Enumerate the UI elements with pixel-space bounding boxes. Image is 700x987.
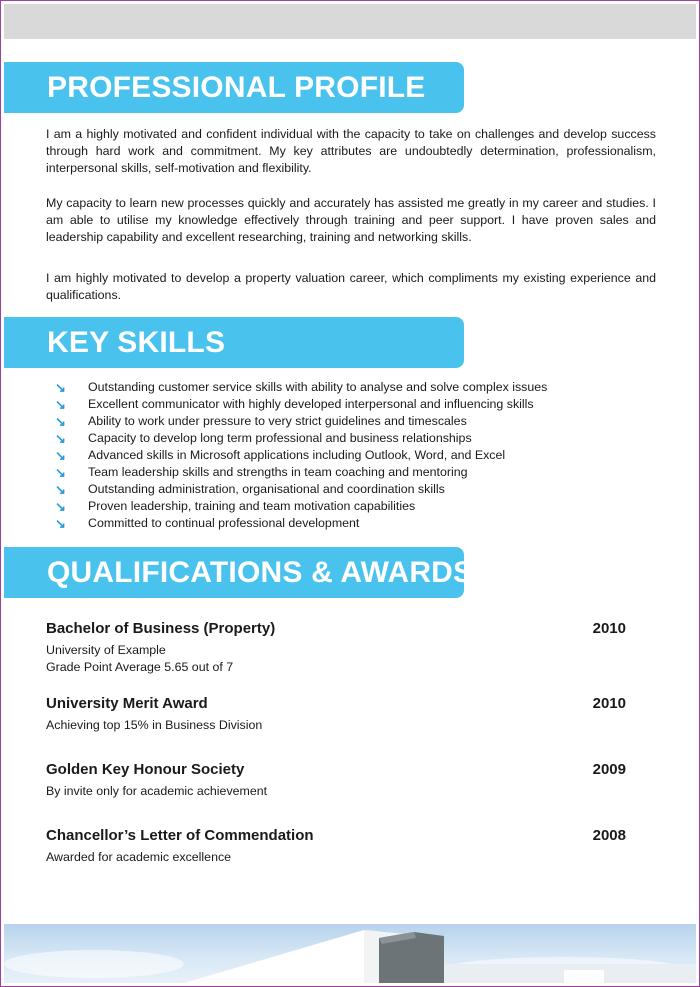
skill-text: Outstanding customer service skills with ability to analyse and solve complex issues xyxy=(88,380,548,394)
arrow-down-right-icon: ↘ xyxy=(55,499,66,514)
list-item xyxy=(46,379,646,396)
qualification-year: 2008 xyxy=(592,827,626,844)
list-item xyxy=(46,413,646,430)
list-item xyxy=(46,430,646,447)
qualification-entry xyxy=(46,695,626,734)
skill-text: Proven leadership, training and team motivation capabilities xyxy=(88,499,416,513)
qualification-title: Golden Key Honour Society xyxy=(46,761,245,778)
qualification-year: 2010 xyxy=(592,620,626,637)
arrow-down-right-icon: ↘ xyxy=(55,414,66,429)
profile-paragraph: I am a highly motivated and confident individual with the capacity to take on challenges and develop success through hard work and commitment. My key attributes are undoubtedly determination, professionalism, interpersonal skills, self-motivation and flexibility. xyxy=(46,127,656,175)
arrow-down-right-icon: ↘ xyxy=(55,380,66,395)
qualification-entry xyxy=(46,827,626,866)
qualification-title: Bachelor of Business (Property) xyxy=(46,620,276,637)
list-item xyxy=(46,481,646,498)
qualification-detail: By invite only for academic achievement xyxy=(46,784,268,798)
list-item xyxy=(46,464,646,481)
qualification-detail: Achieving top 15% in Business Division xyxy=(46,718,263,732)
footer-building-image xyxy=(4,924,696,983)
qualification-detail: Awarded for academic excellence xyxy=(46,850,232,864)
skill-text: Excellent communicator with highly developed interpersonal and influencing skills xyxy=(88,397,534,411)
header-band xyxy=(4,4,696,39)
qualification-detail: Grade Point Average 5.65 out of 7 xyxy=(46,660,234,674)
qualification-year: 2009 xyxy=(592,761,626,778)
skill-text: Advanced skills in Microsoft applications including Outlook, Word, and Excel xyxy=(88,448,506,462)
profile-paragraph: I am highly motivated to develop a property valuation career, which compliments my existing experience and qualifications. xyxy=(46,271,656,302)
section-title: KEY SKILLS xyxy=(47,326,226,359)
qualification-entry xyxy=(46,761,626,800)
skill-text: Outstanding administration, organisational and coordination skills xyxy=(88,482,445,496)
skill-text: Ability to work under pressure to very strict guidelines and timescales xyxy=(88,414,467,428)
qualification-title: Chancellor’s Letter of Commendation xyxy=(46,827,314,844)
arrow-down-right-icon: ↘ xyxy=(55,431,66,446)
skills-list xyxy=(46,379,646,532)
section-title: PROFESSIONAL PROFILE xyxy=(47,71,426,104)
qualification-detail: University of Example xyxy=(46,643,166,657)
arrow-down-right-icon: ↘ xyxy=(55,448,66,463)
list-item xyxy=(46,515,646,532)
list-item xyxy=(46,447,646,464)
skill-text: Committed to continual professional development xyxy=(88,516,360,530)
section-header-profile xyxy=(4,62,464,113)
arrow-down-right-icon: ↘ xyxy=(55,397,66,412)
arrow-down-right-icon: ↘ xyxy=(55,482,66,497)
list-item xyxy=(46,396,646,413)
list-item xyxy=(46,498,646,515)
skill-text: Capacity to develop long term professional and business relationships xyxy=(88,431,472,445)
section-header-qualifications xyxy=(4,547,474,598)
building-illustration xyxy=(4,924,696,983)
qualification-title: University Merit Award xyxy=(46,695,208,712)
profile-paragraph: My capacity to learn new processes quickly and accurately has assisted me greatly in my career and studies. I am able to utilise my knowledge effectively through training and peer support. I have proven sales and leadership capability and excellent researching, training and networking skills. xyxy=(46,196,656,244)
skill-text: Team leadership skills and strengths in team coaching and mentoring xyxy=(88,465,468,479)
section-header-skills xyxy=(4,317,464,368)
qualification-entry xyxy=(46,620,626,676)
arrow-down-right-icon: ↘ xyxy=(55,516,66,531)
section-title: QUALIFICATIONS & AWARDS xyxy=(47,556,474,589)
arrow-down-right-icon: ↘ xyxy=(55,465,66,480)
qualification-year: 2010 xyxy=(592,695,626,712)
